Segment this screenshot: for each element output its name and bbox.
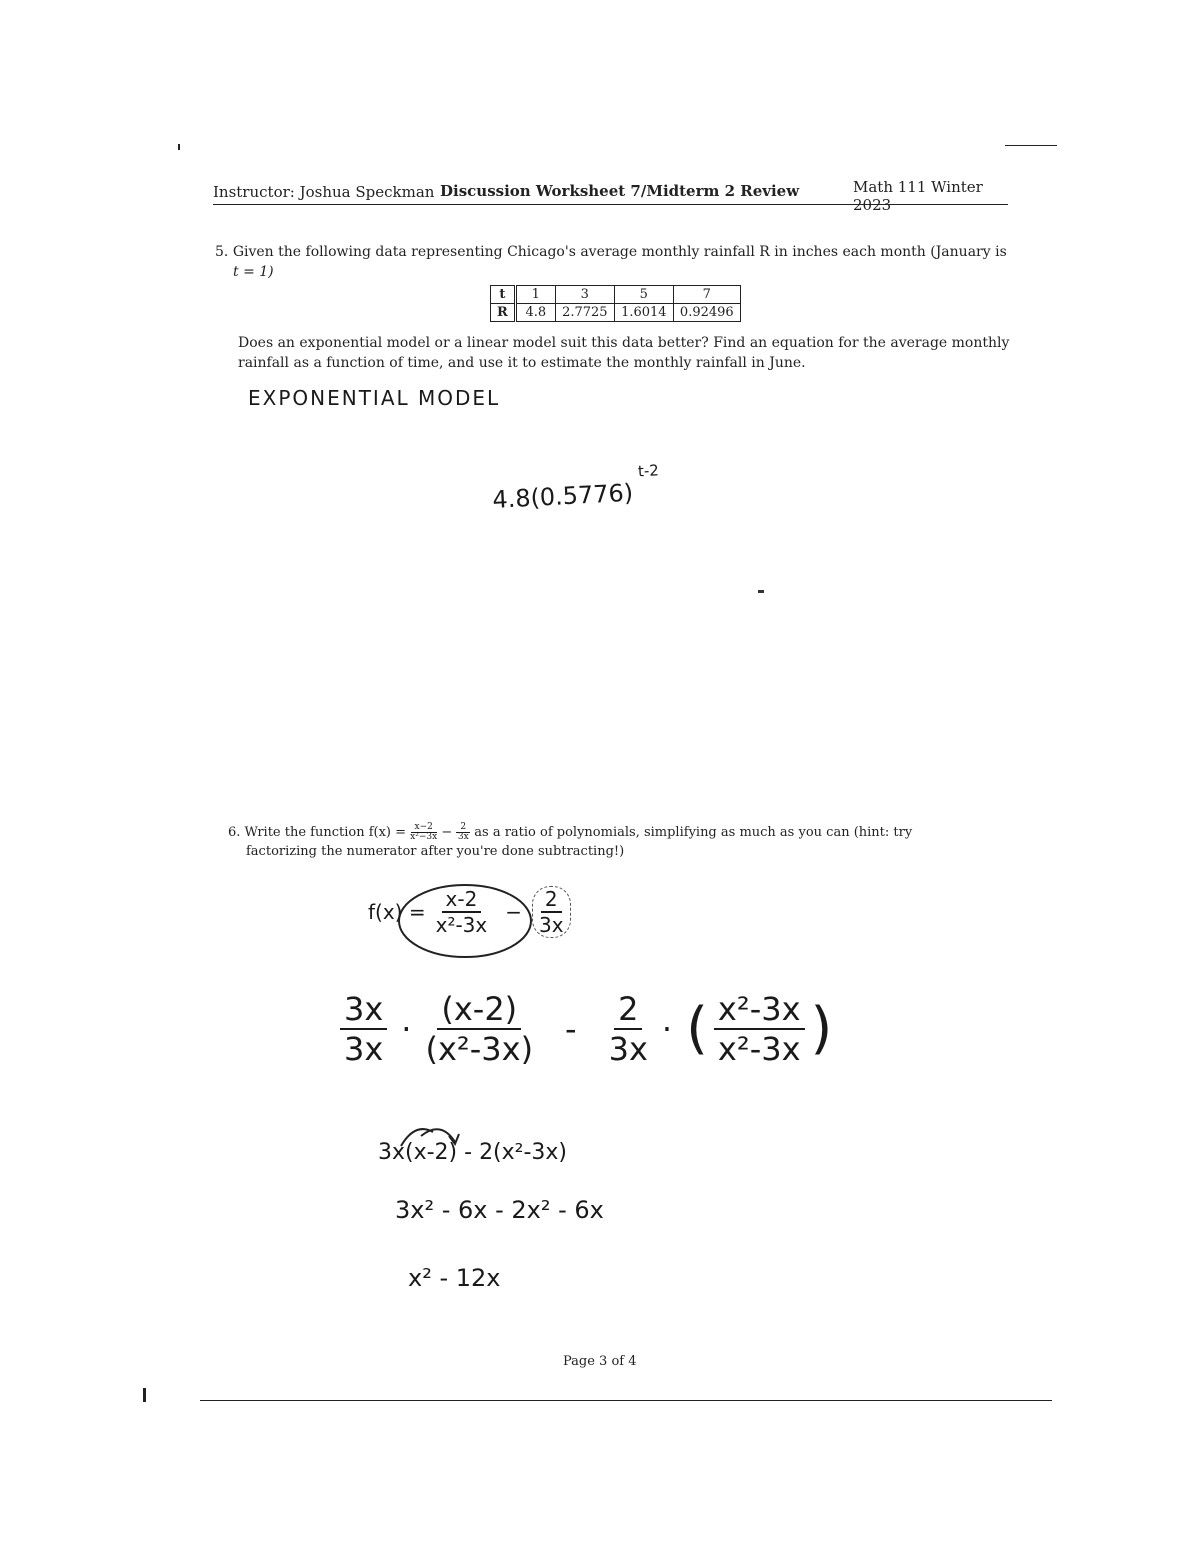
instructor-name: Instructor: Joshua Speckman [213,183,435,201]
q5-number: 5. [215,244,229,260]
fraction-numerator: x²-3x [714,990,805,1030]
fraction-numerator: 2 [456,823,470,833]
header [213,178,1008,214]
rainfall-table [490,285,741,322]
fraction-denominator: x²-3x [435,913,488,937]
work-minus: − [505,900,523,924]
fraction-denominator: 3x [539,913,564,937]
table-row-label: t [491,286,516,304]
table-row [491,286,741,304]
table-cell: 1.6014 [614,304,673,322]
circle-annotation [395,880,535,962]
fraction-denominator: x²−3x [410,832,438,842]
work-step-2: 3x(x-2) - 2(x²-3x) [378,1140,568,1165]
fraction-denominator: (x²-3x) [425,1030,534,1068]
fraction-denominator: 3x [608,1030,648,1068]
fraction-denominator: x²-3x [717,1030,801,1068]
scan-mark [178,144,180,150]
q6-fraction-1 [410,823,437,842]
table-cell: 1 [515,286,555,304]
q5-answer-base: 4.8(0.5776) [491,478,634,514]
fraction-denominator: 3x [344,1030,384,1068]
work-step1-fraction-c [609,990,648,1068]
fraction-numerator: x−2 [411,823,437,833]
top-edge-line [1005,145,1057,146]
table-cell: 4.8 [515,304,555,322]
table-cell: 3 [555,286,614,304]
q6-prompt-text-a: Write the function f(x) = [244,825,407,840]
q5-question-line2: rainfall as a function of time, and use it to estimate the monthly rainfall in June. [238,355,806,371]
q5-question-line1: Does an exponential model or a linear model suit this data better? Find an equation for the average monthly [238,335,1010,351]
table-cell: 0.92496 [673,304,740,322]
fraction-numerator: 3x [340,990,387,1030]
worksheet-title: Discussion Worksheet 7/Midterm 2 Review [440,182,800,200]
table-cell: 2.7725 [555,304,614,322]
bottom-edge-line [200,1400,1052,1401]
work-step1-minus: - [565,1010,577,1048]
table-cell: 5 [614,286,673,304]
work-dot: · [401,1010,412,1048]
header-rule [213,204,1008,205]
work-step-1 [340,990,832,1068]
q6-prompt-line1 [228,822,998,844]
q6-fraction-2 [456,823,470,842]
work-step1-fraction-b [425,990,533,1068]
work-paren-close: ) [810,996,833,1061]
work-paren-open: ( [686,996,708,1061]
work-step-3: 3x² - 6x - 2x² - 6x [395,1196,604,1224]
work-step1-fraction-d [714,990,805,1068]
fraction-numerator: 2 [541,887,562,913]
work-fx-label: f(x) = [368,900,426,924]
page-number: Page 3 of 4 [563,1354,637,1369]
fraction-numerator: (x-2) [437,990,521,1030]
q5-answer-exponent: t-2 [637,461,660,481]
scan-mark [143,1388,146,1402]
work-fraction-2 [532,886,571,938]
fraction-denominator: 3x [457,832,469,842]
table-row-label: R [491,304,516,322]
table-cell: 7 [673,286,740,304]
fraction-numerator: 2 [614,990,642,1030]
q6-prompt-line2: factorizing the numerator after you're done subtracting!) [246,844,625,859]
q5-prompt [215,242,1015,282]
q5-question [238,333,1018,373]
fraction-numerator: x-2 [442,887,482,913]
q5-prompt-line1: Given the following data representing Chicago's average monthly rainfall R in inches each month (January is [232,244,1007,260]
q6-number: 6. [228,825,241,840]
q6-prompt-text-b: as a ratio of polynomials, simplifying as much as you can (hint: try [474,825,913,840]
q6-prompt [228,822,998,860]
q5-answer-label: EXPONENTIAL MODEL [248,386,501,410]
work-dot: · [661,1010,673,1048]
q6-prompt-minus: − [441,825,453,840]
work-step-4: x² - 12x [408,1264,501,1292]
table-row [491,304,741,322]
q5-prompt-line2: t = 1) [233,264,274,280]
work-step1-fraction-a [340,990,387,1068]
scan-speck [758,590,764,593]
course-label: Math 111 Winter 2023 [853,178,983,214]
q5-answer-equation [491,461,661,514]
